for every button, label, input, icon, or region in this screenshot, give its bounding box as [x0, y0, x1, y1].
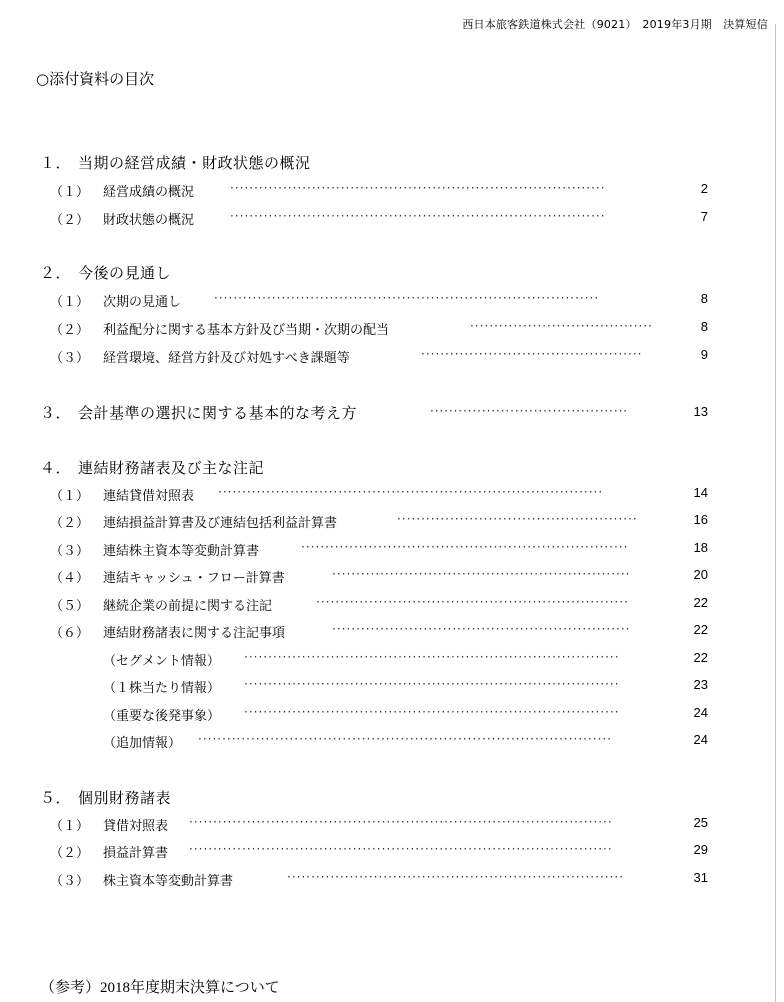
entry-page: 25 — [693, 815, 708, 830]
leader-dots: ························································································ — [189, 842, 613, 856]
toc-entry[interactable] — [0, 705, 784, 727]
toc-entry[interactable] — [0, 677, 784, 699]
section-3-page: 13 — [693, 404, 708, 419]
toc-entry[interactable] — [0, 319, 784, 341]
entry-label: 経営成績の概況 — [103, 185, 195, 200]
toc-entry[interactable] — [0, 567, 784, 589]
entry-label: （セグメント情報） — [103, 654, 220, 669]
section-number: ４． — [40, 459, 72, 477]
entry-page: 16 — [693, 512, 708, 527]
leader-dots: ·············································································· — [230, 209, 606, 223]
toc-entry[interactable] — [0, 870, 784, 892]
entry-number: （３） — [50, 351, 90, 366]
entry-page: 18 — [693, 540, 708, 555]
entry-number: （２） — [50, 516, 90, 531]
entry-label: 経営環境、経営方針及び対処すべき課題等 — [103, 351, 350, 366]
section-title: 今後の見通し — [78, 264, 172, 282]
entry-number: （２） — [50, 323, 90, 338]
leader-dots: ·············································································· — [244, 650, 620, 664]
section-number: ５． — [40, 789, 72, 807]
section-3-heading[interactable] — [40, 402, 357, 423]
toc-entry[interactable] — [0, 181, 784, 203]
section-title: 当期の経営成績・財政状態の概況 — [78, 154, 311, 172]
section-number: ３． — [40, 404, 72, 422]
entry-number: （６） — [50, 626, 90, 641]
entry-page: 8 — [700, 319, 708, 334]
toc-entry[interactable] — [0, 622, 784, 644]
entry-number: （４） — [50, 571, 90, 586]
page-title: ○添付資料の目次 — [36, 70, 155, 88]
section-4-heading[interactable] — [40, 457, 264, 478]
toc-entry[interactable] — [0, 512, 784, 534]
leader-dots: ································································· — [316, 595, 629, 609]
entry-number: （５） — [50, 599, 90, 614]
entry-number: （１） — [50, 295, 90, 310]
entry-page: 2 — [700, 181, 708, 196]
entry-number: （３） — [50, 544, 90, 559]
entry-label: 連結株主資本等変動計算書 — [103, 544, 260, 559]
leader-dots: ·············································································· — [230, 181, 606, 195]
toc-entry[interactable] — [0, 595, 784, 617]
toc-entry[interactable] — [0, 291, 784, 313]
section-number: １． — [40, 154, 72, 172]
entry-label: 連結貸借対照表 — [103, 489, 195, 504]
section-title: 連結財務諸表及び主な注記 — [78, 459, 265, 477]
entry-page: 31 — [693, 870, 708, 885]
toc-entry[interactable] — [0, 485, 784, 507]
entry-number: （２） — [50, 846, 90, 861]
entry-page: 14 — [693, 485, 708, 500]
toc-entry[interactable] — [0, 732, 784, 754]
reference-note[interactable]: （参考）2018年度期末決算について — [40, 980, 280, 996]
entry-page: 7 — [700, 209, 708, 224]
entry-page: 9 — [700, 347, 708, 362]
document-header: 西日本旅客鉄道株式会社（9021） 2019年3月期 決算短信 — [462, 18, 768, 31]
toc-entry[interactable] — [0, 842, 784, 864]
entry-label: 次期の見通し — [103, 295, 182, 310]
entry-label: 株主資本等変動計算書 — [103, 874, 234, 889]
entry-label: 損益計算書 — [103, 846, 169, 861]
entry-label: （重要な後発事象） — [103, 709, 221, 724]
entry-number: （３） — [50, 874, 90, 889]
entry-label: 財政状態の概況 — [103, 213, 195, 228]
leader-dots: ················································································ — [218, 485, 604, 499]
leader-dots: ·············································································· — [244, 677, 620, 691]
toc-entry[interactable] — [0, 347, 784, 369]
entry-label: 貸借対照表 — [103, 819, 169, 834]
entry-page: 24 — [693, 732, 708, 747]
entry-page: 8 — [700, 291, 708, 306]
leader-dots: ······························································ — [332, 622, 631, 636]
entry-label: 継続企業の前提に関する注記 — [103, 599, 273, 614]
toc-entry[interactable] — [0, 815, 784, 837]
leader-dots: ················································································ — [214, 291, 600, 305]
section-title: 個別財務諸表 — [78, 789, 172, 807]
entry-number: （１） — [50, 185, 90, 200]
entry-page: 29 — [693, 842, 708, 857]
entry-page: 22 — [693, 650, 708, 665]
entry-number: （２） — [50, 213, 90, 228]
section-title: 会計基準の選択に関する基本的な考え方 — [78, 404, 358, 422]
leader-dots: ·················································· — [397, 512, 638, 526]
entry-label: 連結損益計算書及び連結包括利益計算書 — [103, 516, 338, 531]
toc-entry[interactable] — [0, 209, 784, 231]
leader-dots: ······················································································ — [198, 732, 613, 746]
section-number: ２． — [40, 264, 72, 282]
entry-label: 連結キャッシュ・フロー計算書 — [103, 571, 285, 586]
leader-dots: ·············································································· — [244, 705, 620, 719]
toc-entry[interactable] — [0, 650, 784, 672]
section-5-heading[interactable] — [40, 787, 171, 808]
entry-page: 22 — [693, 595, 708, 610]
entry-number: （１） — [50, 489, 90, 504]
leader-dots: ·········································· — [430, 404, 629, 418]
leader-dots: ······························································ — [332, 567, 631, 581]
leader-dots: ·············································· — [421, 347, 643, 361]
section-2-heading[interactable] — [40, 262, 171, 283]
entry-number: （１） — [50, 819, 90, 834]
entry-page: 23 — [693, 677, 708, 692]
entry-page: 24 — [693, 705, 708, 720]
leader-dots: ···································································· — [301, 540, 629, 554]
leader-dots: ······································································ — [287, 870, 625, 884]
entry-label: （１株当たり情報） — [103, 681, 221, 696]
entry-label: （追加情報） — [103, 736, 182, 751]
leader-dots: ······································ — [470, 319, 653, 333]
entry-page: 20 — [693, 567, 708, 582]
entry-page: 22 — [693, 622, 708, 637]
section-1-heading[interactable] — [40, 152, 311, 173]
entry-label: 連結財務諸表に関する注記事項 — [103, 626, 286, 641]
toc-entry[interactable] — [0, 540, 784, 562]
entry-label: 利益配分に関する基本方針及び当期・次期の配当 — [103, 323, 390, 338]
leader-dots: ························································································ — [189, 815, 613, 829]
